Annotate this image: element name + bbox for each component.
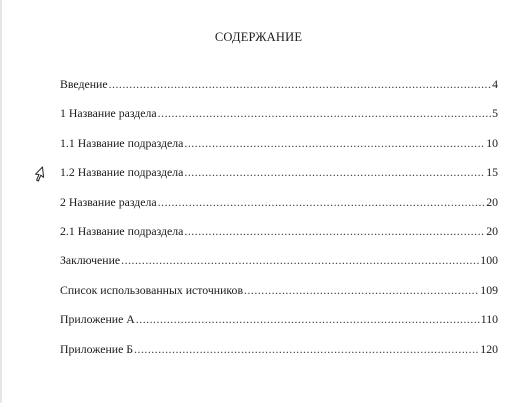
toc-entry-page: 4: [492, 77, 498, 91]
toc-entry-page: 109: [480, 282, 498, 297]
toc-dot-leader: [158, 106, 491, 121]
page-edge: [0, 0, 2, 403]
toc-entry[interactable]: [60, 253, 498, 282]
toc-entry-page: 15: [486, 165, 498, 180]
toc-entry-page: 20: [486, 223, 498, 238]
toc-entry-page: 110: [480, 312, 498, 327]
toc-entry-page: 10: [486, 135, 498, 150]
toc-dot-leader: [184, 224, 485, 239]
toc-dot-leader: [136, 312, 480, 327]
toc-entry-label: Приложение А: [60, 312, 135, 327]
toc-entry[interactable]: [60, 77, 498, 106]
toc-dot-leader: [134, 342, 479, 357]
toc-entry-label: 1.2 Название подраздела: [60, 165, 184, 180]
toc-entry[interactable]: [60, 283, 498, 312]
toc-entry-page: 20: [486, 194, 498, 209]
toc-entry[interactable]: [60, 165, 498, 194]
toc-entry-label: Заключение: [60, 253, 121, 268]
toc-dot-leader: [244, 283, 479, 298]
toc-entry-page: 120: [480, 341, 498, 356]
toc-entry[interactable]: [60, 342, 498, 371]
pointer-cursor-icon: [33, 166, 47, 182]
toc-entry-label: 1 Название раздела: [60, 106, 157, 121]
toc-entry[interactable]: [60, 224, 498, 253]
toc-entry-page: 100: [480, 253, 498, 268]
page-title: СОДЕРЖАНИЕ: [214, 30, 303, 44]
toc-dot-leader: [121, 253, 479, 268]
toc-dot-leader: [184, 136, 485, 151]
table-of-contents: [60, 77, 498, 371]
toc-dot-leader: [158, 195, 486, 210]
toc-entry[interactable]: [60, 312, 498, 341]
toc-dot-leader: [109, 77, 492, 92]
toc-entry[interactable]: [60, 195, 498, 224]
toc-entry[interactable]: [60, 136, 498, 165]
toc-entry-label: Приложение Б: [60, 341, 134, 356]
toc-entry-label: 2.1 Название подраздела: [60, 223, 184, 238]
toc-entry-label: 1.1 Название подраздела: [60, 135, 184, 150]
toc-entry-page: 5: [492, 106, 498, 121]
toc-entry-label: Список использованных источников: [60, 282, 244, 297]
toc-entry-label: Введение: [60, 77, 108, 91]
toc-dot-leader: [184, 165, 485, 180]
toc-entry-label: 2 Название раздела: [60, 194, 157, 209]
toc-entry[interactable]: [60, 106, 498, 135]
